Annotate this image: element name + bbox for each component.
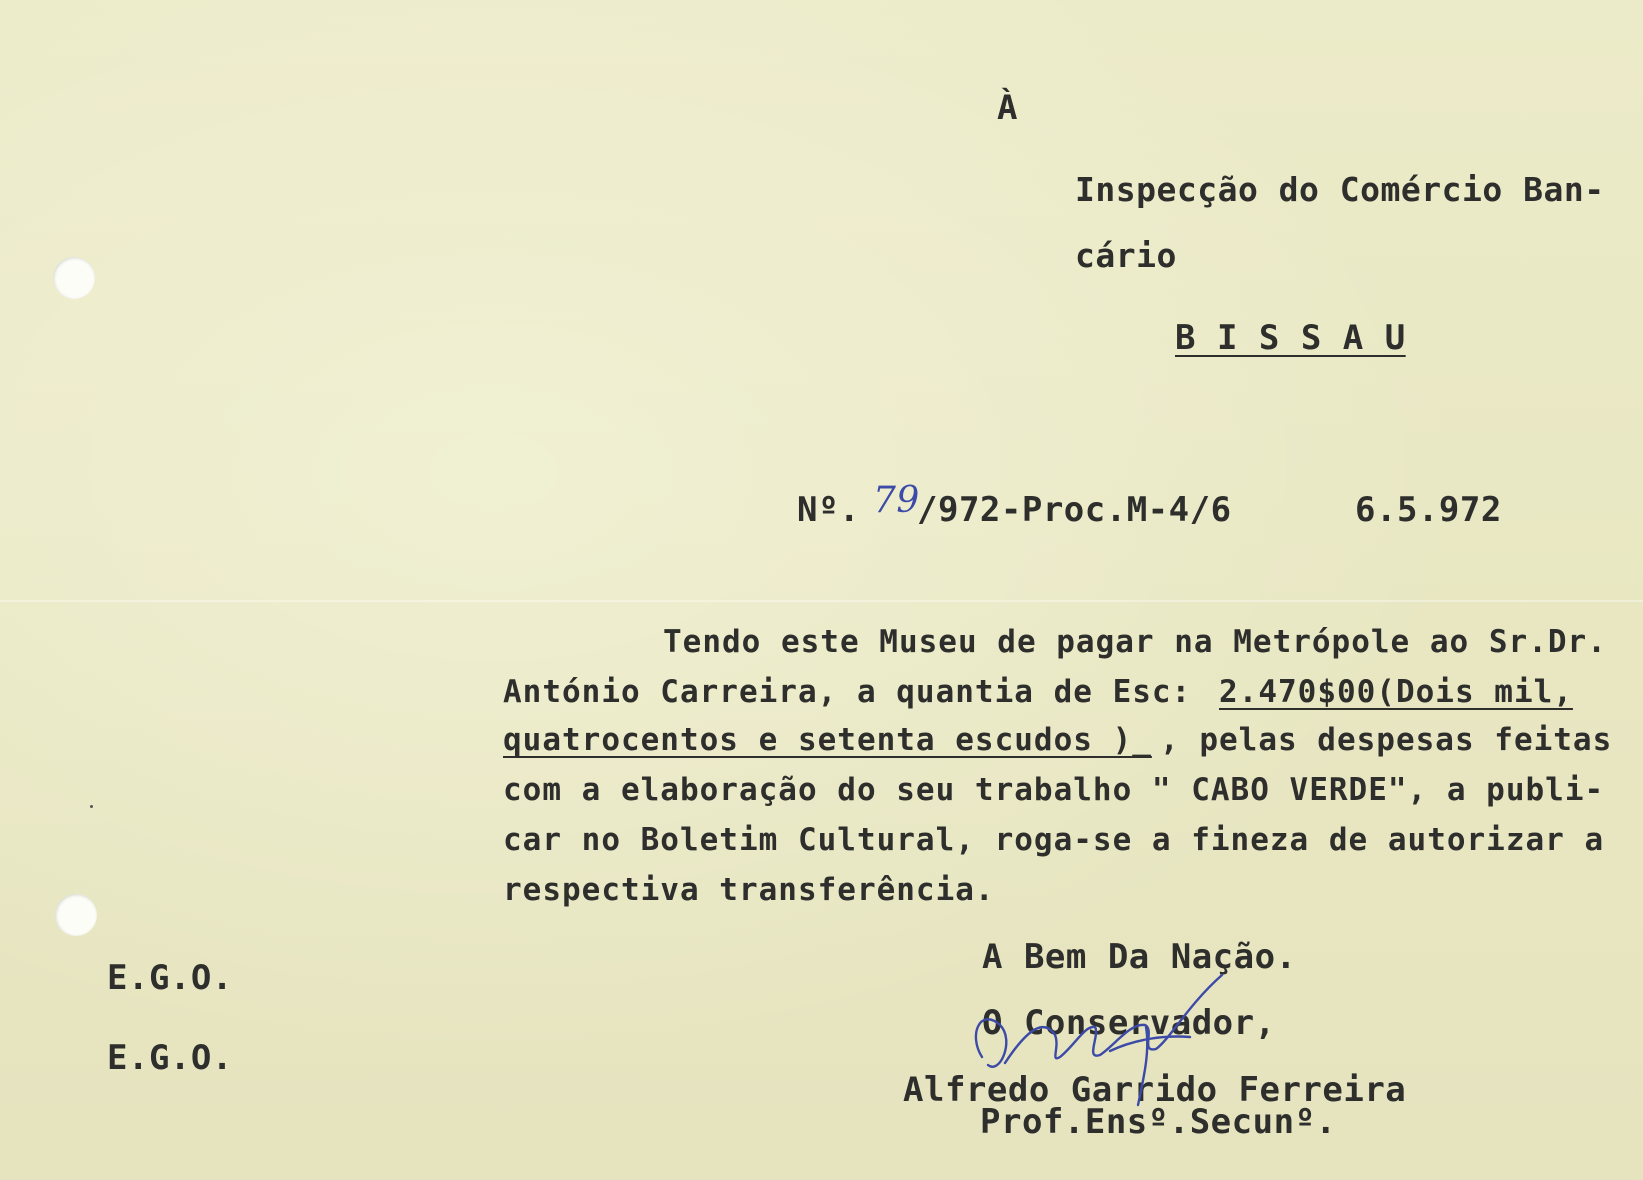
signatory-credentials: Prof.Ensº.Secunº.: [980, 1102, 1337, 1142]
reference-handwritten-number: 79: [873, 480, 920, 521]
body-line-5: car no Boletim Cultural, roga-se a fineza de autorizar a: [503, 822, 1605, 858]
closing-title: O Conservador,: [982, 1003, 1276, 1043]
punch-hole-bottom: [55, 894, 97, 936]
reference-code: /972-Proc.M-4/6: [917, 490, 1232, 530]
reference-prefix: Nº.: [797, 490, 860, 530]
reference-date: 6.5.972: [1355, 490, 1502, 530]
body-line-3b: , pelas despesas feitas: [1160, 722, 1613, 758]
salutation-a: À: [997, 88, 1018, 128]
body-line-3a: quatrocentos e setenta escudos )_: [503, 722, 1152, 758]
body-amount: 2.470$00(Dois mil,: [1219, 674, 1573, 710]
punch-hole-top: [53, 257, 95, 299]
closing-salutation: A Bem Da Nação.: [982, 937, 1297, 977]
body-line-2a: António Carreira, a quantia de Esc:: [503, 674, 1211, 710]
addressee-line-1: Inspecção do Comércio Ban-: [1075, 170, 1605, 209]
margin-note-2: E.G.O.: [107, 1038, 233, 1078]
body-line-1: Tendo este Museu de pagar na Metrópole ao Sr.Dr.: [663, 624, 1607, 660]
body-line-4: com a elaboração do seu trabalho " CABO VERDE", a publi-: [503, 772, 1605, 808]
addressee-city: B I S S A U: [1175, 318, 1406, 358]
paper-speck: [90, 805, 93, 808]
handwritten-signature: [960, 965, 1260, 1125]
signatory-name: Alfredo Garrido Ferreira: [903, 1070, 1407, 1110]
addressee-line-2: cário: [1075, 236, 1177, 275]
body-line-6: respectiva transferência.: [503, 872, 995, 908]
paper-fold-line: [0, 600, 1643, 602]
margin-note-1: E.G.O.: [107, 958, 233, 998]
